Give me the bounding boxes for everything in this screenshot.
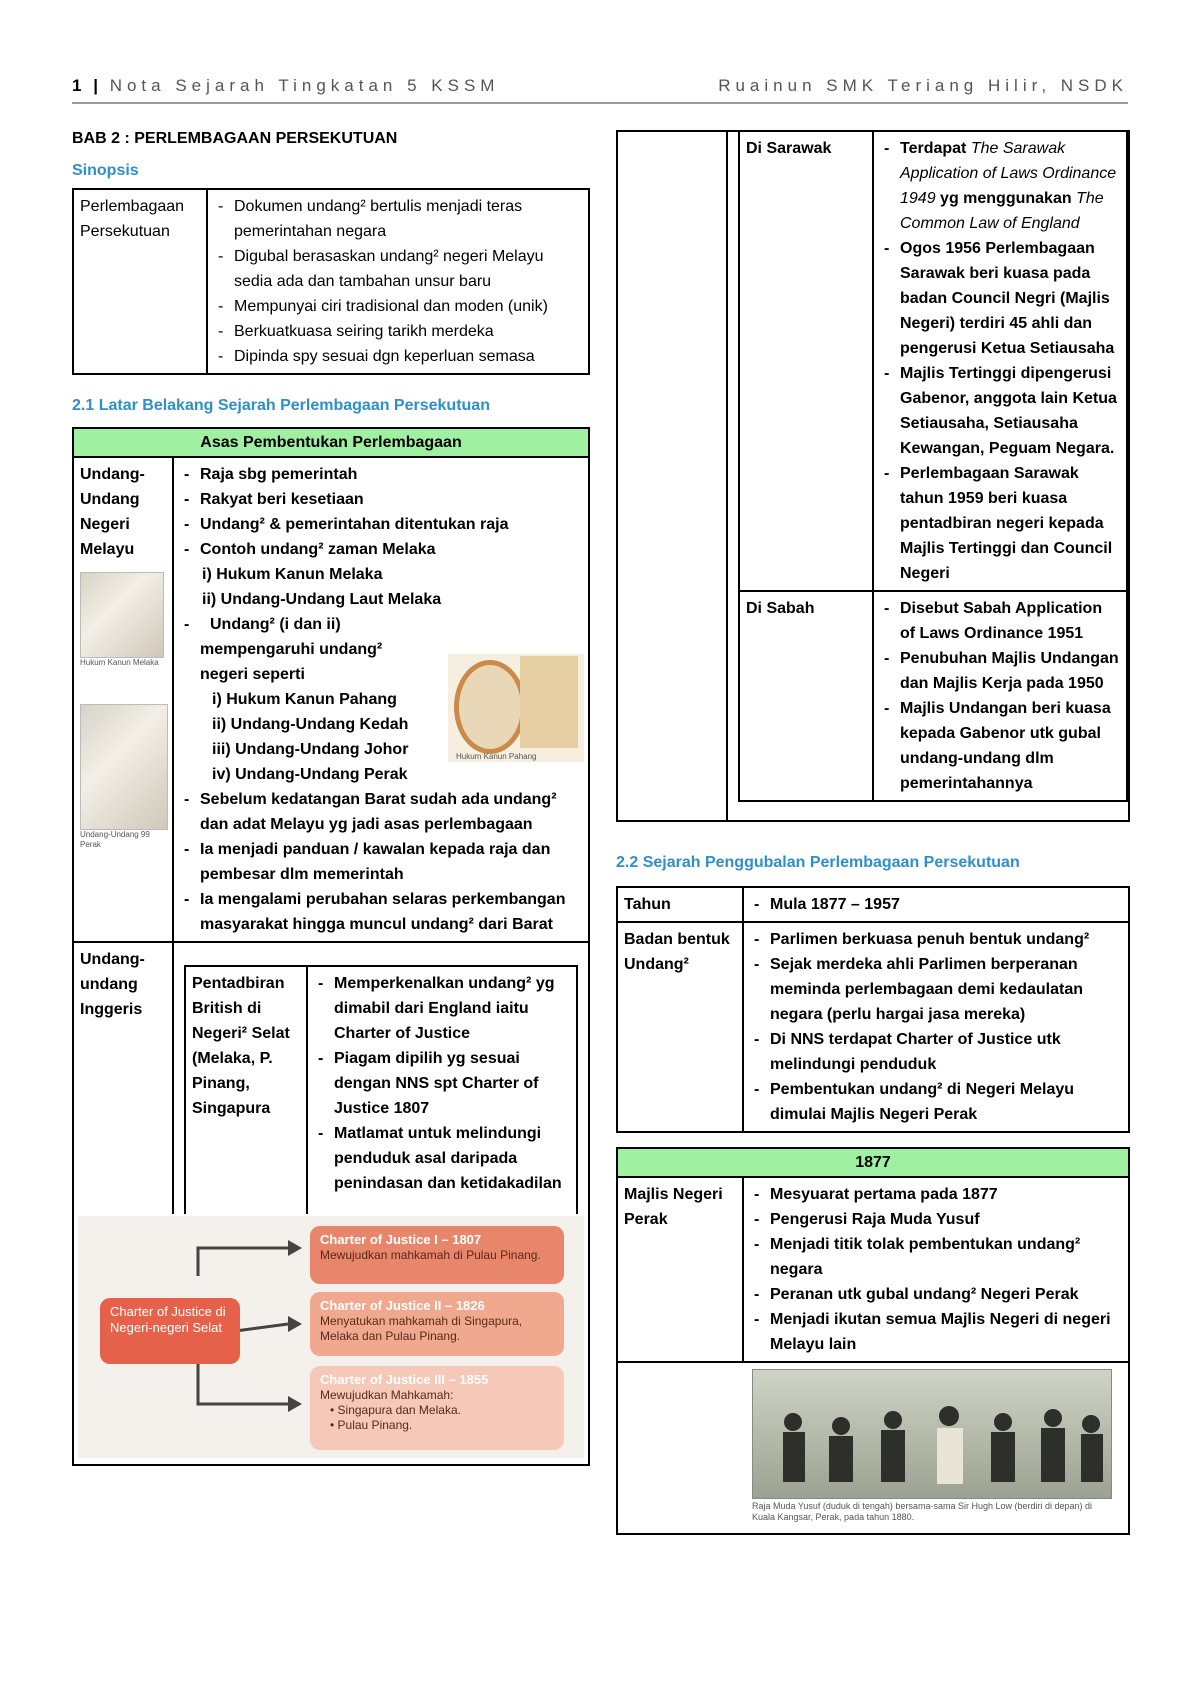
section-2-1-heading: 2.1 Latar Belakang Sejarah Perlembagaan Persekutuan [72,397,490,414]
melayu-list-b [180,787,582,937]
sarawak-1b: The Sarawak Application of Laws Ordinance 1949 [900,140,1117,207]
list-item: - Mula 1877 – 1957 [750,892,1122,917]
list-item: - Berkuatkuasa seiring tarikh merdeka [214,319,582,344]
sarawak-1c: yg menggunakan [935,190,1077,207]
sinopsis-heading: Sinopsis [72,162,139,179]
photo-figures [753,1370,1112,1498]
hukum-kanun-pahang-image [448,654,584,762]
sinopsis-table [72,188,590,375]
charter-2-title: Charter of Justice II – 1826 [320,1298,485,1313]
influence-sub-0: i) Hukum Kanun Pahang [212,691,397,708]
sarawak-label: Di Sarawak [739,132,873,591]
sarawak-list [880,136,1120,586]
list-item: - Majlis Undangan beri kuasa kepada Gabenor utk gubal undang-undang dlm pemerintahannya [880,696,1120,796]
list-item: - Dipinda spy sesuai dgn keperluan semasa [214,344,582,369]
list-item: - Perlembagaan Sarawak tahun 1959 beri kuasa pentadbiran negeri kepada Majlis Tertinggi dan Council Negeri [880,461,1120,586]
list-item: - Mempunyai ciri tradisional dan moden (unik) [214,294,582,319]
ns-list [314,971,570,1196]
badan-label: Badan bentuk Undang² [617,922,743,1132]
list-item: - Rakyat beri kesetiaan [180,487,582,512]
perak-list [750,1182,1122,1357]
charter-3-desc: Mewujudkan Mahkamah: [320,1388,454,1402]
charter-2-desc: Menyatukan mahkamah di Singapura, Melaka dan Pulau Pinang. [320,1314,523,1343]
tahun-label: Tahun [617,887,743,922]
list-item: - Majlis Tertinggi dipengerusi Gabenor, anggota lain Ketua Setiausaha, Setiausaha Kewangan, Peguam Negara. [880,361,1120,461]
asas-table [72,427,590,1466]
penggubalan-table [616,886,1130,1133]
influence-sub-2: iii) Undang-Undang Johor [212,741,409,758]
influence-sub-1: ii) Undang-Undang Kedah [212,716,409,733]
charter-1-desc: Mewujudkan mahkamah di Pulau Pinang. [320,1248,541,1262]
list-item: - Menjadi ikutan semua Majlis Negeri di negeri Melayu lain [750,1307,1122,1357]
page-header [72,72,1128,104]
header-left: 1 | Nota Sejarah Tingkatan 5 KSSM [72,76,500,95]
image-caption: Undang-Undang 99 Perak [80,830,150,849]
ns-table [184,965,578,1214]
charter-3-b2: • Pulau Pinang. [330,1418,413,1432]
page-number: 1 [72,76,84,95]
header-author: Ruainun SMK Teriang Hilir, NSDK [718,76,1128,95]
sabah-label: Di Sabah [739,591,873,801]
list-item: - Ia mengalami perubahan selaras perkembangan masyarakat hingga muncul undang² dari Barat [180,887,582,937]
inggeris-label: Undang-undang Inggeris [73,942,173,1214]
header-title: Nota Sejarah Tingkatan 5 KSSM [109,76,500,95]
list-item: - Contoh undang² zaman Melaka [180,537,582,562]
charter-3-b1: • Singapura dan Melaka. [330,1403,461,1417]
right-column [616,130,1130,1535]
perak-label: Majlis Negeri Perak [617,1177,743,1362]
list-item: - Undang² & pemerintahan ditentukan raja [180,512,582,537]
list-item: - Penubuhan Majlis Undangan dan Majlis Kerja pada 1950 [880,646,1120,696]
sarawak-1d: The Common Law of England [900,190,1104,232]
charter-1-title: Charter of Justice I – 1807 [320,1232,482,1247]
hukum-kanun-melaka-image [80,572,164,658]
list-item: - Menjadi titik tolak pembentukan undang² negara [750,1232,1122,1282]
diagram-main-box: Charter of Justice di Negeri-negeri Selat [100,1298,240,1364]
list-item: - Peranan utk gubal undang² Negeri Perak [750,1282,1122,1307]
list-item: - Raja sbg pemerintah [180,462,582,487]
majlis-perak-photo [752,1369,1112,1499]
list-item: - Piagam dipilih yg sesuai dengan NNS spt Charter of Justice 1807 [314,1046,570,1121]
sinopsis-label: Perlembagaan Persekutuan [73,189,207,374]
left-column [72,130,590,1466]
melayu-list-a [180,462,582,562]
list-item: - Ogos 1956 Perlembagaan Sarawak beri kuasa pada badan Council Negri (Majlis Negeri) terdiri 45 ahli dan pengerusi Ketua Setiausaha [880,236,1120,361]
asas-table-head: Asas Pembentukan Perlembagaan [73,428,589,457]
list-item: - Memperkenalkan undang² yg dimabil dari England iaitu Charter of Justice [314,971,570,1046]
image-caption: Hukum Kanun Pahang [456,752,537,761]
ns-label: Pentadbiran British di Negeri² Selat (Melaka, P. Pinang, Singapura [185,966,307,1214]
badan-list [750,927,1122,1127]
section-2-2-heading: 2.2 Sejarah Penggubalan Perlembagaan Persekutuan [616,854,1020,871]
chapter-title: BAB 2 : PERLEMBAGAAN PERSEKUTUAN [72,130,398,147]
year-head: 1877 [617,1148,1129,1177]
influence-text: Undang² (i dan ii) mempengaruhi undang² negeri seperti [200,616,383,683]
list-item: - Sebelum kedatangan Barat sudah ada undang² dan adat Melayu yg jadi asas perlembagaan [180,787,582,837]
sinopsis-list [214,194,582,369]
diagram-box-2 [310,1292,564,1356]
list-item: - Parlimen berkuasa penuh bentuk undang² [750,927,1122,952]
influence-sub-3: iv) Undang-Undang Perak [212,766,408,783]
charter-3-title: Charter of Justice III – 1855 [320,1372,489,1387]
melaka-sub-0: i) Hukum Kanun Melaka [202,566,383,583]
perak-table [616,1147,1130,1535]
list-item: - Ia menjadi panduan / kawalan kepada raja dan pembesar dlm memerintah [180,837,582,887]
diagram-box-1 [310,1226,564,1284]
list-item [880,136,1120,236]
list-item: - Disebut Sabah Application of Laws Ordinance 1951 [880,596,1120,646]
list-item: - Sejak merdeka ahli Parlimen berperanan meminda perlembagaan demi kedaulatan negara (perlu hargai jasa mereka) [750,952,1122,1027]
sabah-list [880,596,1120,796]
tahun-list [750,892,1122,917]
sarawak-1a: Terdapat [900,140,971,157]
undang-perak-image [80,704,168,830]
list-item: - Mesyuarat pertama pada 1877 [750,1182,1122,1207]
photo-caption: Raja Muda Yusuf (duduk di tengah) bersama-sama Sir Hugh Low (berdiri di depan) di Kuala Kangsar, Perak, pada tahun 1880. [752,1501,1093,1522]
diagram-box-3 [310,1366,564,1450]
list-item: - Digubal berasaskan undang² negeri Melayu sedia ada dan tambahan unsur baru [214,244,582,294]
borneo-outer-table [616,130,1130,822]
list-item: - Matlamat untuk melindungi penduduk asal daripada penindasan dan ketidakadilan [314,1121,570,1196]
list-item: - Pengerusi Raja Muda Yusuf [750,1207,1122,1232]
list-item: - Di NNS terdapat Charter of Justice utk melindungi penduduk [750,1027,1122,1077]
melayu-label: Undang-Undang Negeri Melayu [80,466,145,558]
list-item: - Pembentukan undang² di Negeri Melayu dimulai Majlis Negeri Perak [750,1077,1122,1127]
image-caption: Hukum Kanun Melaka [80,658,159,667]
melaka-sub-1: ii) Undang-Undang Laut Melaka [202,591,442,608]
charter-diagram [78,1216,584,1458]
list-item: - Dokumen undang² bertulis menjadi teras pemerintahan negara [214,194,582,244]
borneo-table [738,132,1128,802]
